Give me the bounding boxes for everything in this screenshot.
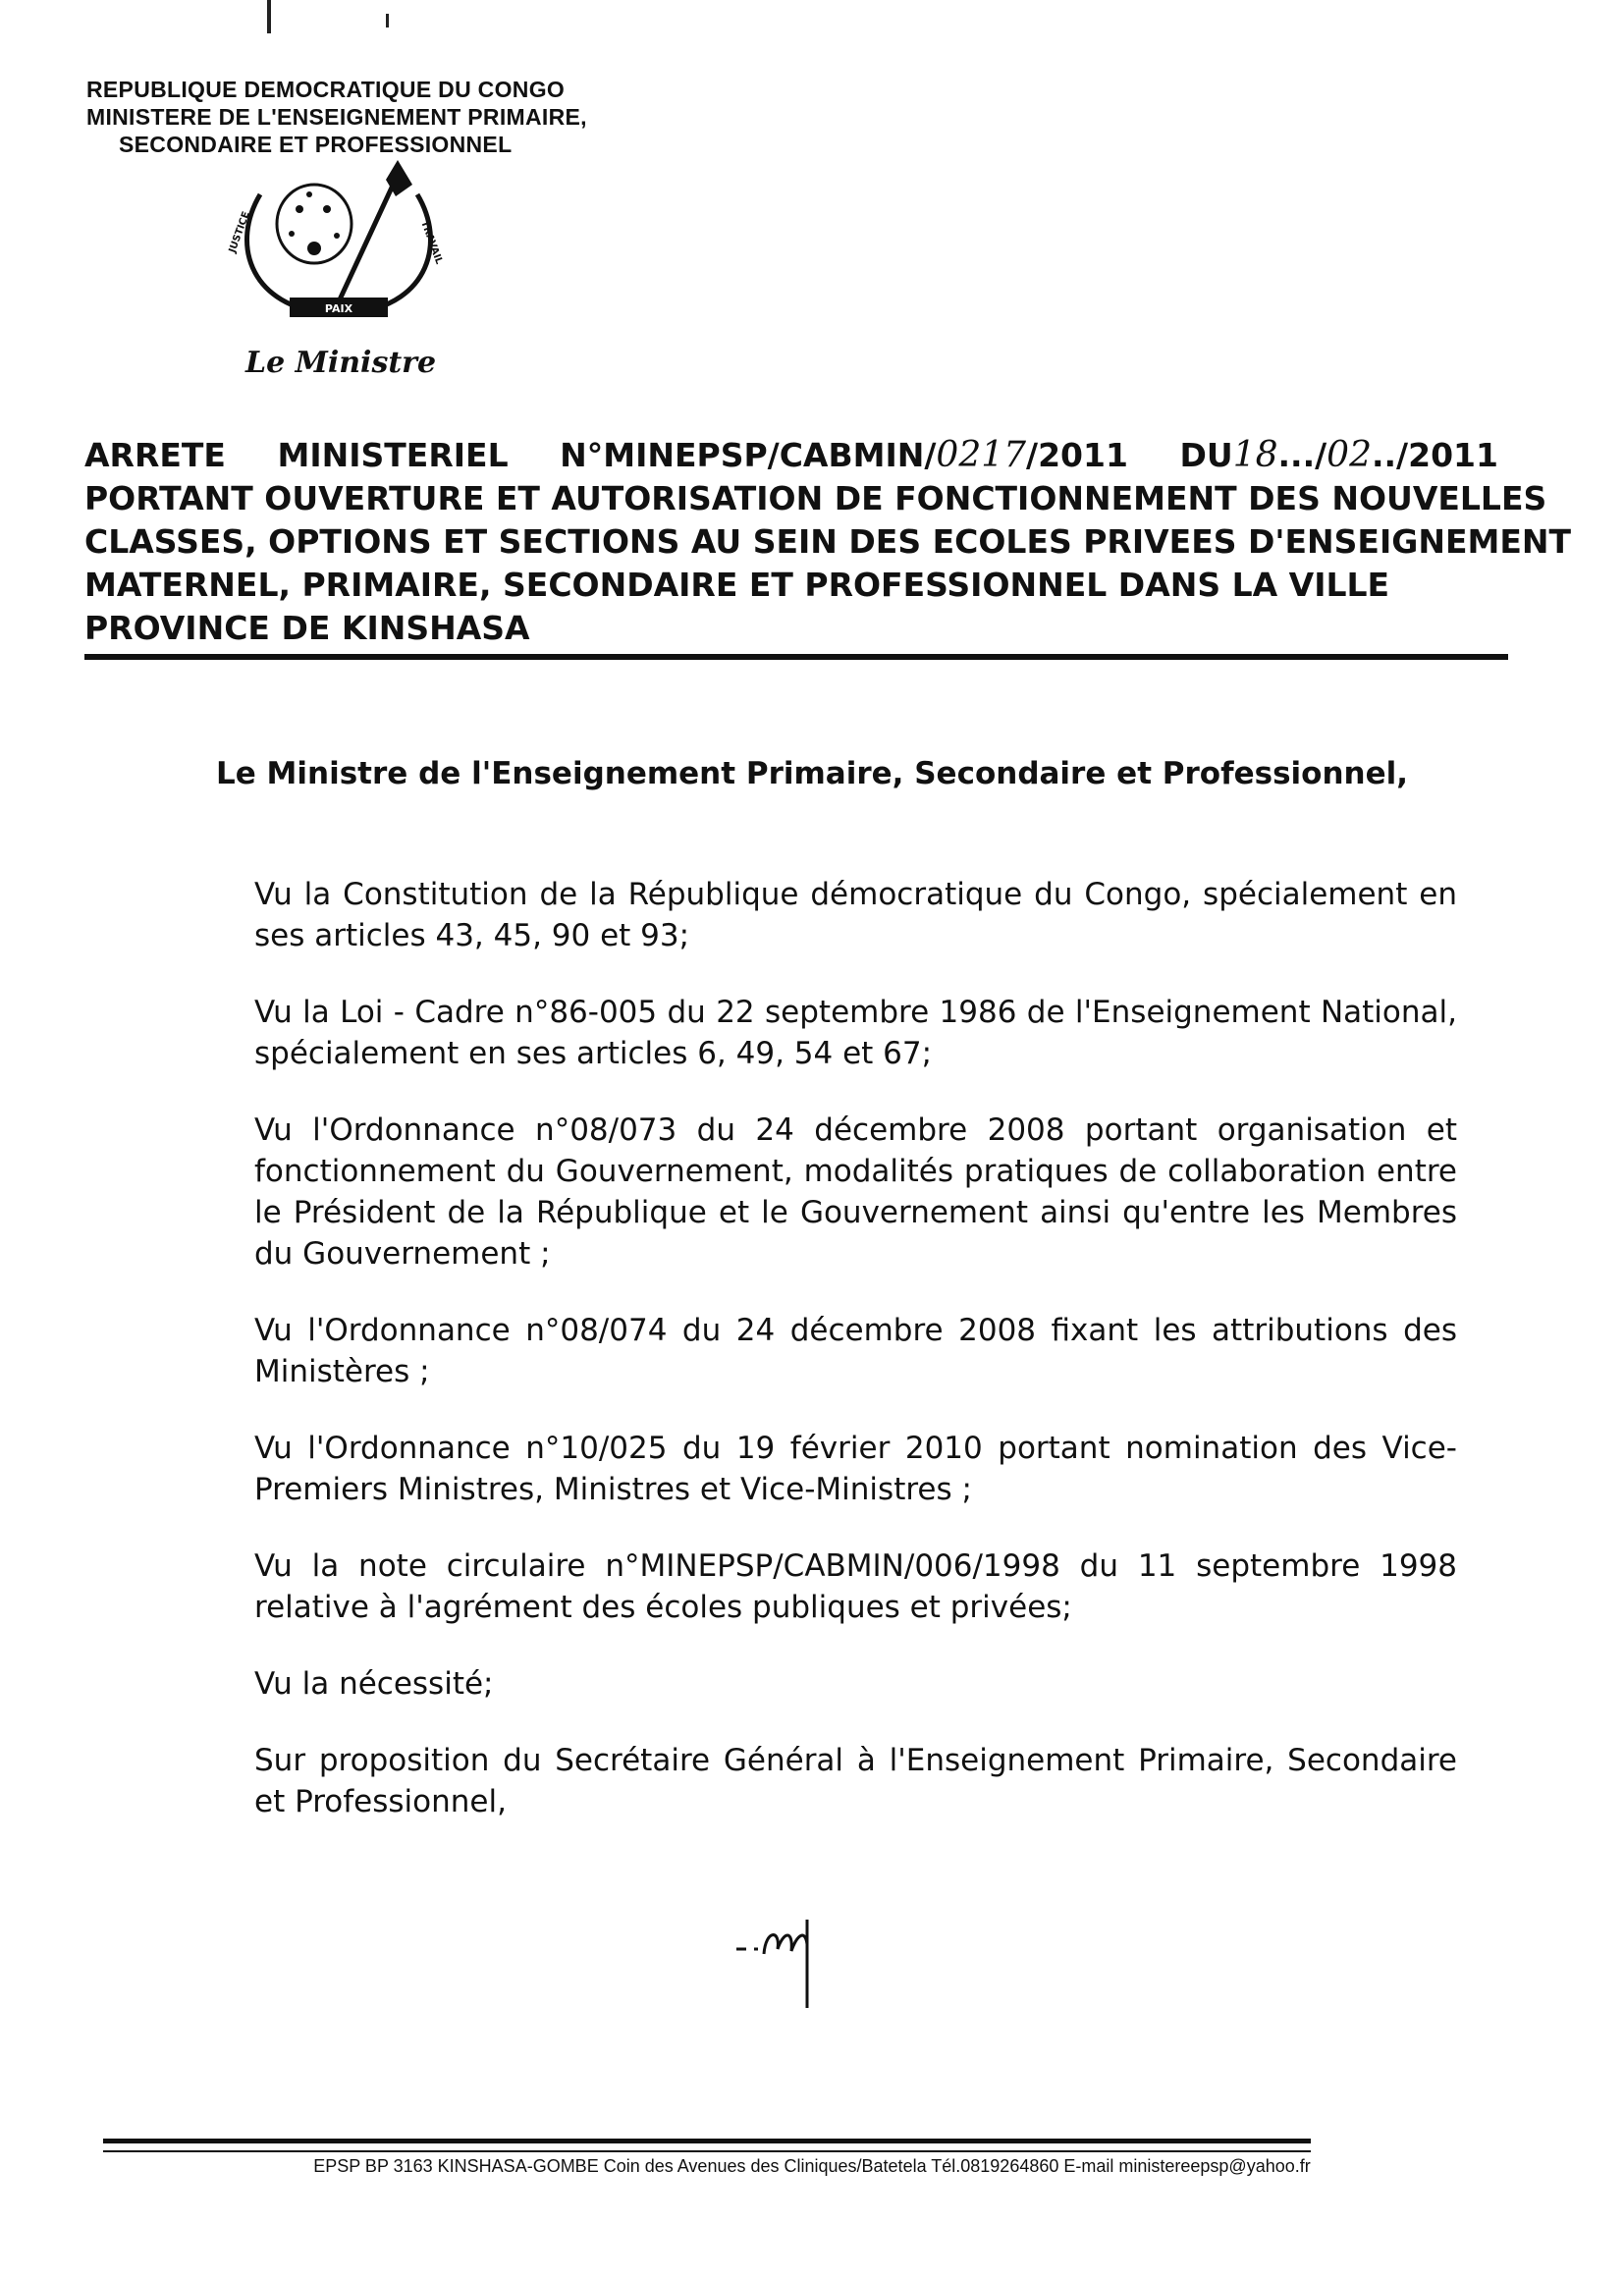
visa-text: Vu l'Ordonnance n°08/073 du 24 décembre 2008 portant organisation et fonctionnement du Gouvernement, modalités pratiques de collaboration entre le Président de la République et le Gouvernement ainsi qu'entre les Membres du Gouvernement ; [254, 1112, 1457, 1272]
ministeriel-word: MINISTERIEL [277, 436, 509, 474]
visa-text: Vu la Constitution de la République démocratique du Congo, spécialement en ses articles 43, 45, 90 et 93; [254, 877, 1457, 953]
arrete-number [560, 434, 1128, 477]
visa-paragraph [82, 992, 1457, 1074]
initials-signature-icon [727, 1900, 844, 2018]
scan-mark [267, 0, 271, 33]
footer-address: EPSP BP 3163 KINSHASA-GOMBE Coin des Avenues des Cliniques/Batetela Tél.0819264860 E-mail ministereepsp@yahoo.fr [313, 2156, 1311, 2176]
arrete-date [1179, 434, 1497, 477]
subject-line: Le Ministre de l'Enseignement Primaire, Secondaire et Professionnel, [215, 756, 1409, 791]
scan-mark [386, 14, 389, 27]
visa-text: Vu l'Ordonnance n°10/025 du 19 février 2010 portant nomination des Vice-Premiers Ministres, Ministres et Vice-Ministres ; [254, 1431, 1457, 1507]
header-ministry-cont: SECONDAIRE ET PROFESSIONNEL [119, 132, 513, 157]
handwritten-number: 0217 [936, 435, 1027, 475]
emblem-motto-right: TRAVAIL [418, 219, 445, 266]
arrete-title-line: CLASSES, OPTIONS ET SECTIONS AU SEIN DES ECOLES PRIVEES D'ENSEIGNEMENT [84, 522, 1572, 561]
visa-text: Vu l'Ordonnance n°08/074 du 24 décembre 2008 fixant les attributions des Ministères ; [254, 1313, 1457, 1389]
arrete-title-line: PORTANT OUVERTURE ET AUTORISATION DE FONCTIONNEMENT DES NOUVELLES [84, 479, 1547, 517]
visa-paragraph [82, 1428, 1457, 1510]
visa-paragraph [82, 1663, 1457, 1705]
header-republic: REPUBLIQUE DEMOCRATIQUE DU CONGO [86, 77, 566, 102]
footer-divider [103, 2150, 1311, 2152]
emblem-motto-bottom: PAIX [324, 302, 353, 315]
visa-paragraph [82, 1110, 1457, 1274]
header-ministry: MINISTERE DE L'ENSEIGNEMENT PRIMAIRE, [86, 104, 587, 130]
handwritten-day: 18 [1232, 435, 1278, 475]
handwritten-month: 02 [1326, 435, 1372, 475]
number-prefix: N°MINEPSP/CABMIN/ [560, 436, 937, 474]
emblem-motto-left: JUSTICE [227, 210, 252, 255]
ministre-label: Le Ministre [245, 346, 437, 380]
number-year: /2011 [1026, 436, 1128, 474]
visas-body [82, 874, 1457, 1858]
visa-text: Sur proposition du Secrétaire Général à l'Enseignement Primaire, Secondaire et Professionnel, [254, 1743, 1457, 1819]
visa-text: Vu la Loi - Cadre n°86-005 du 22 septembre 1986 de l'Enseignement National, spécialement en ses articles 6, 49, 54 et 67; [254, 995, 1457, 1071]
coat-of-arms-icon [221, 155, 457, 342]
title-divider [84, 654, 1508, 660]
visa-text: Vu la note circulaire n°MINEPSP/CABMIN/006/1998 du 11 septembre 1998 relative à l'agrément des écoles publiques et privées; [254, 1548, 1457, 1625]
date-prefix: DU [1179, 436, 1233, 474]
arrete-title-line: PROVINCE DE KINSHASA [84, 609, 530, 647]
arrete-number-line [84, 434, 1498, 477]
arrete-word: ARRETE [84, 436, 226, 474]
visa-paragraph [82, 1740, 1457, 1822]
footer-divider [103, 2139, 1311, 2143]
arrete-title [84, 434, 1572, 650]
visa-paragraph [82, 1545, 1457, 1628]
visa-text: Vu la nécessité; [254, 1666, 494, 1702]
arrete-title-line: MATERNEL, PRIMAIRE, SECONDAIRE ET PROFESSIONNEL DANS LA VILLE [84, 566, 1390, 604]
visa-paragraph [82, 1310, 1457, 1392]
visa-paragraph [82, 874, 1457, 956]
date-sep: .../ [1277, 436, 1327, 474]
date-year: ../2011 [1371, 436, 1498, 474]
